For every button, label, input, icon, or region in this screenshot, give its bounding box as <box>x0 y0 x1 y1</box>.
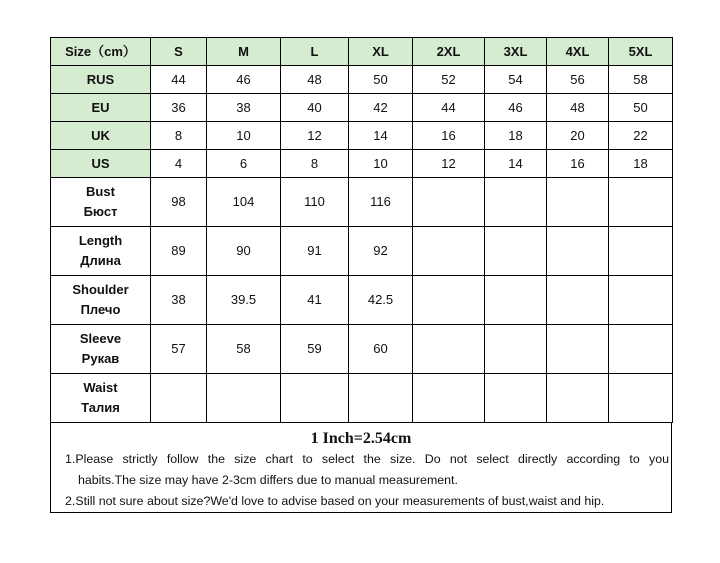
size-header-cell: 5XL <box>609 38 673 66</box>
conversion-value: 12 <box>413 150 485 178</box>
conversion-value: 6 <box>207 150 281 178</box>
measurement-value <box>413 227 485 276</box>
measurement-label-ru: Длина <box>80 253 121 268</box>
measurement-label-ru: Плечо <box>80 302 121 317</box>
measurement-value: 104 <box>207 178 281 227</box>
conversion-value: 44 <box>413 94 485 122</box>
measurement-value <box>485 325 547 374</box>
conversion-value: 12 <box>281 122 349 150</box>
size-chart <box>50 37 672 513</box>
conversion-value: 8 <box>151 122 207 150</box>
conversion-row <box>51 122 673 150</box>
conversion-value: 38 <box>207 94 281 122</box>
size-header-row <box>51 38 673 66</box>
conversion-value: 8 <box>281 150 349 178</box>
notes-box <box>50 423 672 513</box>
measurement-value <box>207 374 281 423</box>
size-header-cell: M <box>207 38 281 66</box>
measurement-value: 98 <box>151 178 207 227</box>
conversion-value: 44 <box>151 66 207 94</box>
measurement-value: 59 <box>281 325 349 374</box>
measurement-value: 90 <box>207 227 281 276</box>
size-header-cell: XL <box>349 38 413 66</box>
measurement-row <box>51 227 673 276</box>
measurement-label-en: Bust <box>86 184 115 199</box>
measurement-value <box>609 227 673 276</box>
measurement-value <box>485 276 547 325</box>
conversion-label: UK <box>51 122 151 150</box>
measurement-value <box>485 374 547 423</box>
size-header-cell: 4XL <box>547 38 609 66</box>
note-line-2: 2.Still not sure about size?We'd love to advise based on your measurements of bust,waist and hip. <box>65 494 605 508</box>
measurement-value <box>485 178 547 227</box>
conversion-value: 50 <box>349 66 413 94</box>
measurement-value: 42.5 <box>349 276 413 325</box>
size-table <box>50 37 673 423</box>
measurement-value: 60 <box>349 325 413 374</box>
measurement-row <box>51 178 673 227</box>
measurement-value: 57 <box>151 325 207 374</box>
conversion-row <box>51 94 673 122</box>
measurement-value <box>547 227 609 276</box>
size-header-cell: L <box>281 38 349 66</box>
measurement-value <box>413 374 485 423</box>
measurement-value <box>547 374 609 423</box>
note-line-1: 1.Please strictly follow the size chart to select the size. Do not select directly according to you <box>65 452 669 466</box>
measurement-label-ru: Талия <box>81 400 120 415</box>
conversion-value: 40 <box>281 94 349 122</box>
conversion-value: 4 <box>151 150 207 178</box>
measurement-value <box>413 276 485 325</box>
measurement-label <box>51 325 151 374</box>
conversion-value: 50 <box>609 94 673 122</box>
conversion-value: 36 <box>151 94 207 122</box>
measurement-label <box>51 227 151 276</box>
conversion-value: 14 <box>349 122 413 150</box>
measurement-value <box>609 178 673 227</box>
measurement-value <box>609 374 673 423</box>
measurement-value <box>485 227 547 276</box>
conversion-value: 48 <box>547 94 609 122</box>
measurement-label <box>51 374 151 423</box>
measurement-label <box>51 178 151 227</box>
conversion-row <box>51 150 673 178</box>
measurement-value: 39.5 <box>207 276 281 325</box>
conversion-value: 20 <box>547 122 609 150</box>
measurement-value <box>151 374 207 423</box>
measurement-value: 91 <box>281 227 349 276</box>
measurement-label <box>51 276 151 325</box>
conversion-value: 46 <box>485 94 547 122</box>
note-line-1-continued: habits.The size may have 2-3cm differs due to manual measurement. <box>78 473 458 487</box>
measurement-value: 110 <box>281 178 349 227</box>
conversion-label: EU <box>51 94 151 122</box>
corner-cell: Size（cm） <box>51 38 151 66</box>
conversion-value: 42 <box>349 94 413 122</box>
measurement-value <box>349 374 413 423</box>
measurement-label-en: Length <box>78 233 123 248</box>
conversion-value: 18 <box>609 150 673 178</box>
measurement-label-en: Waist <box>83 380 118 395</box>
conversion-value: 14 <box>485 150 547 178</box>
conversion-value: 46 <box>207 66 281 94</box>
measurement-value: 92 <box>349 227 413 276</box>
inch-conversion-title: 1 Inch=2.54cm <box>310 430 412 447</box>
conversion-value: 58 <box>609 66 673 94</box>
measurement-value <box>609 325 673 374</box>
measurement-value: 116 <box>349 178 413 227</box>
measurement-value: 38 <box>151 276 207 325</box>
conversion-value: 10 <box>207 122 281 150</box>
conversion-value: 54 <box>485 66 547 94</box>
conversion-value: 10 <box>349 150 413 178</box>
size-header-cell: 2XL <box>413 38 485 66</box>
measurement-row <box>51 325 673 374</box>
measurement-value <box>413 325 485 374</box>
measurement-value <box>609 276 673 325</box>
conversion-value: 56 <box>547 66 609 94</box>
conversion-value: 18 <box>485 122 547 150</box>
conversion-label: RUS <box>51 66 151 94</box>
conversion-value: 22 <box>609 122 673 150</box>
measurement-value <box>547 178 609 227</box>
measurement-row <box>51 374 673 423</box>
measurement-value: 41 <box>281 276 349 325</box>
measurement-value: 89 <box>151 227 207 276</box>
measurement-row <box>51 276 673 325</box>
measurement-label-en: Shoulder <box>72 282 129 297</box>
measurement-value <box>547 325 609 374</box>
conversion-value: 16 <box>547 150 609 178</box>
measurement-value: 58 <box>207 325 281 374</box>
size-header-cell: S <box>151 38 207 66</box>
conversion-label: US <box>51 150 151 178</box>
measurement-value <box>547 276 609 325</box>
size-header-cell: 3XL <box>485 38 547 66</box>
measurement-label-ru: Бюст <box>83 204 118 219</box>
measurement-label-ru: Рукав <box>81 351 120 366</box>
conversion-row <box>51 66 673 94</box>
measurement-value <box>281 374 349 423</box>
conversion-value: 16 <box>413 122 485 150</box>
measurement-label-en: Sleeve <box>79 331 122 346</box>
conversion-value: 52 <box>413 66 485 94</box>
measurement-value <box>413 178 485 227</box>
conversion-value: 48 <box>281 66 349 94</box>
